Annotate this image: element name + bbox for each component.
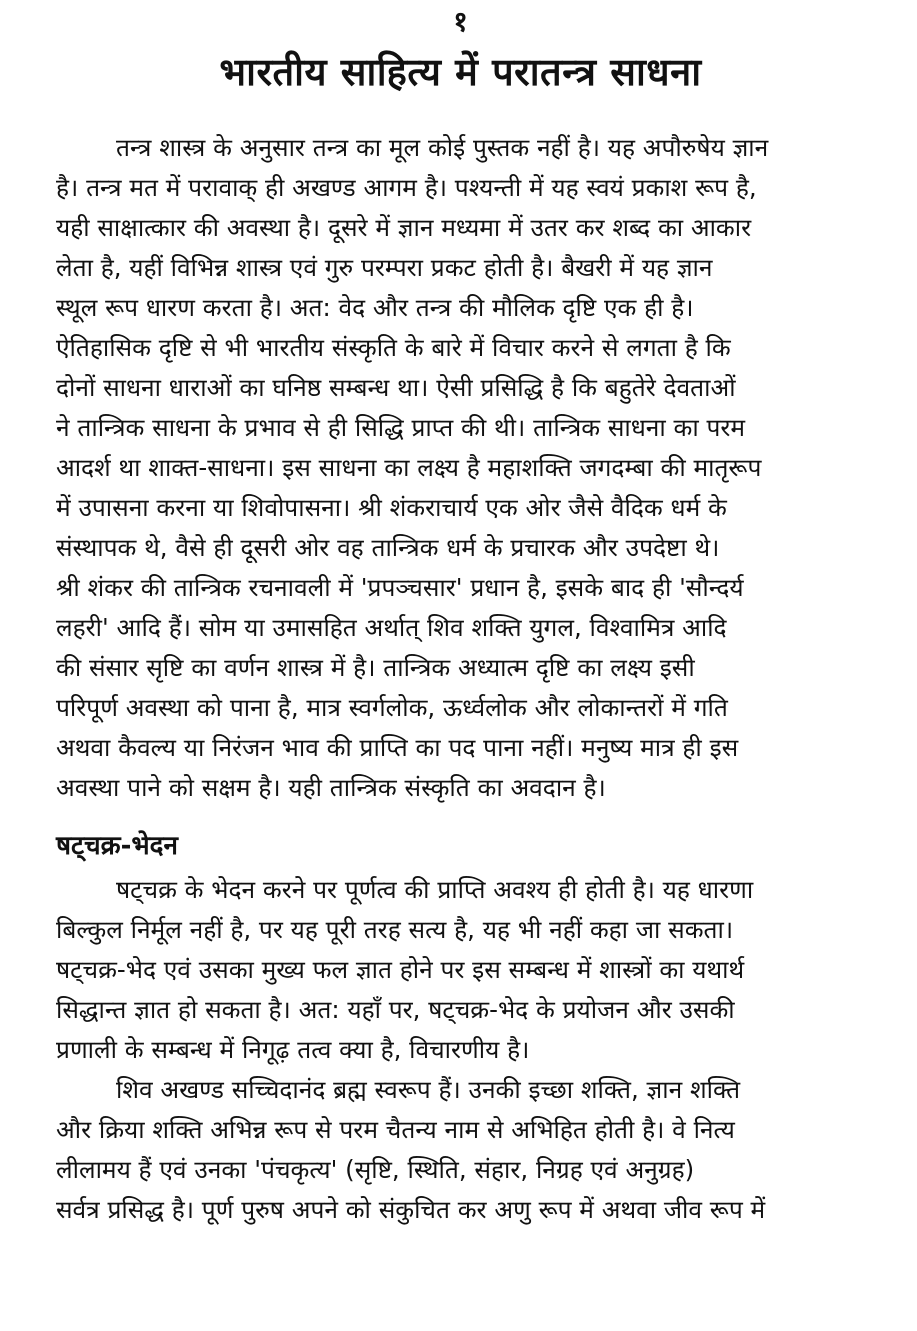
text-line: बिल्कुल निर्मूल नहीं है, पर यह पूरी तरह सत्य है, यह भी नहीं कहा जा सकता। <box>56 915 734 944</box>
text-line: दोनों साधना धाराओं का घनिष्ठ सम्बन्ध था। ऐसी प्रसिद्धि है कि बहुतेरे देवताओं <box>56 373 736 402</box>
paragraph-intro <box>56 128 865 808</box>
text-line: षट्चक्र-भेद एवं उसका मुख्य फल ज्ञात होने पर इस सम्बन्ध में शास्त्रों का यथार्थ <box>56 955 745 984</box>
text-line: परिपूर्ण अवस्था को पाना है, मात्र स्वर्गलोक, ऊर्ध्वलोक और लोकान्तरों में गति <box>56 693 728 722</box>
text-line: षट्चक्र के भेदन करने पर पूर्णत्व की प्राप्ति अवश्य ही होती है। यह धारणा <box>116 875 754 904</box>
section-heading: षट्चक्र-भेदन <box>56 831 178 861</box>
text-line: श्री शंकर की तान्त्रिक रचनावली में 'प्रपञ्चसार' प्रधान है, इसके बाद ही 'सौन्दर्य <box>56 573 744 602</box>
text-line: यही साक्षात्कार की अवस्था है। दूसरे में ज्ञान मध्यमा में उतर कर शब्द का आकार <box>56 213 752 242</box>
text-line: की संसार सृष्टि का वर्णन शास्त्र में है। तान्त्रिक अध्यात्म दृष्टि का लक्ष्य इसी <box>56 653 695 682</box>
text-line: लहरी' आदि हैं। सोम या उमासहित अर्थात् शिव शक्ति युगल, विश्वामित्र आदि <box>56 613 727 642</box>
text-line: ऐतिहासिक दृष्टि से भी भारतीय संस्कृति के बारे में विचार करने से लगता है कि <box>56 333 731 362</box>
text-line: प्रणाली के सम्बन्ध में निगूढ़ तत्व क्या है, विचारणीय है। <box>56 1035 530 1064</box>
text-line: स्थूल रूप धारण करता है। अत: वेद और तन्त्र की मौलिक दृष्टि एक ही है। <box>56 293 694 322</box>
text-line: आदर्श था शाक्त-साधना। इस साधना का लक्ष्य है महाशक्ति जगदम्बा की मातृरूप <box>56 453 762 482</box>
text-line: शिव अखण्ड सच्चिदानंद ब्रह्म स्वरूप हैं। उनकी इच्छा शक्ति, ज्ञान शक्ति <box>116 1075 741 1104</box>
text-line: लेता है, यहीं विभिन्न शास्त्र एवं गुरु परम्परा प्रकट होती है। बैखरी में यह ज्ञान <box>56 253 713 282</box>
text-line: में उपासना करना या शिवोपासना। श्री शंकराचार्य एक ओर जैसे वैदिक धर्म के <box>56 493 727 522</box>
text-line: सिद्धान्त ज्ञात हो सकता है। अत: यहाँ पर, षट्चक्र-भेद के प्रयोजन और उसकी <box>56 995 735 1024</box>
text-line: है। तन्त्र मत में परावाक् ही अखण्ड आगम है। पश्यन्ती में यह स्वयं प्रकाश रूप है, <box>56 173 757 202</box>
paragraph-shatchakra <box>56 870 865 1070</box>
text-line: सर्वत्र प्रसिद्ध है। पूर्ण पुरुष अपने को संकुचित कर अणु रूप में अथवा जीव रूप में <box>56 1195 766 1224</box>
paragraph-shiva <box>56 1070 865 1230</box>
page-number: १ <box>453 5 468 38</box>
text-line: लीलामय हैं एवं उनका 'पंचकृत्य' (सृष्टि, स्थिति, संहार, निग्रह एवं अनुग्रह) <box>56 1155 695 1184</box>
text-line: तन्त्र शास्त्र के अनुसार तन्त्र का मूल कोई पुस्तक नहीं है। यह अपौरुषेय ज्ञान <box>116 133 769 162</box>
text-line: ने तान्त्रिक साधना के प्रभाव से ही सिद्धि प्राप्त की थी। तान्त्रिक साधना का परम <box>56 413 746 442</box>
text-line: और क्रिया शक्ति अभिन्न रूप से परम चैतन्य नाम से अभिहित होती है। वे नित्य <box>56 1115 735 1144</box>
text-line: अवस्था पाने को सक्षम है। यही तान्त्रिक संस्कृति का अवदान है। <box>56 773 606 802</box>
chapter-title: भारतीय साहित्य में परातन्त्र साधना <box>219 50 702 94</box>
text-line: संस्थापक थे, वैसे ही दूसरी ओर वह तान्त्रिक धर्म के प्रचारक और उपदेष्टा थे। <box>56 533 720 562</box>
text-line: अथवा कैवल्य या निरंजन भाव की प्राप्ति का पद पाना नहीं। मनुष्य मात्र ही इस <box>56 733 739 762</box>
